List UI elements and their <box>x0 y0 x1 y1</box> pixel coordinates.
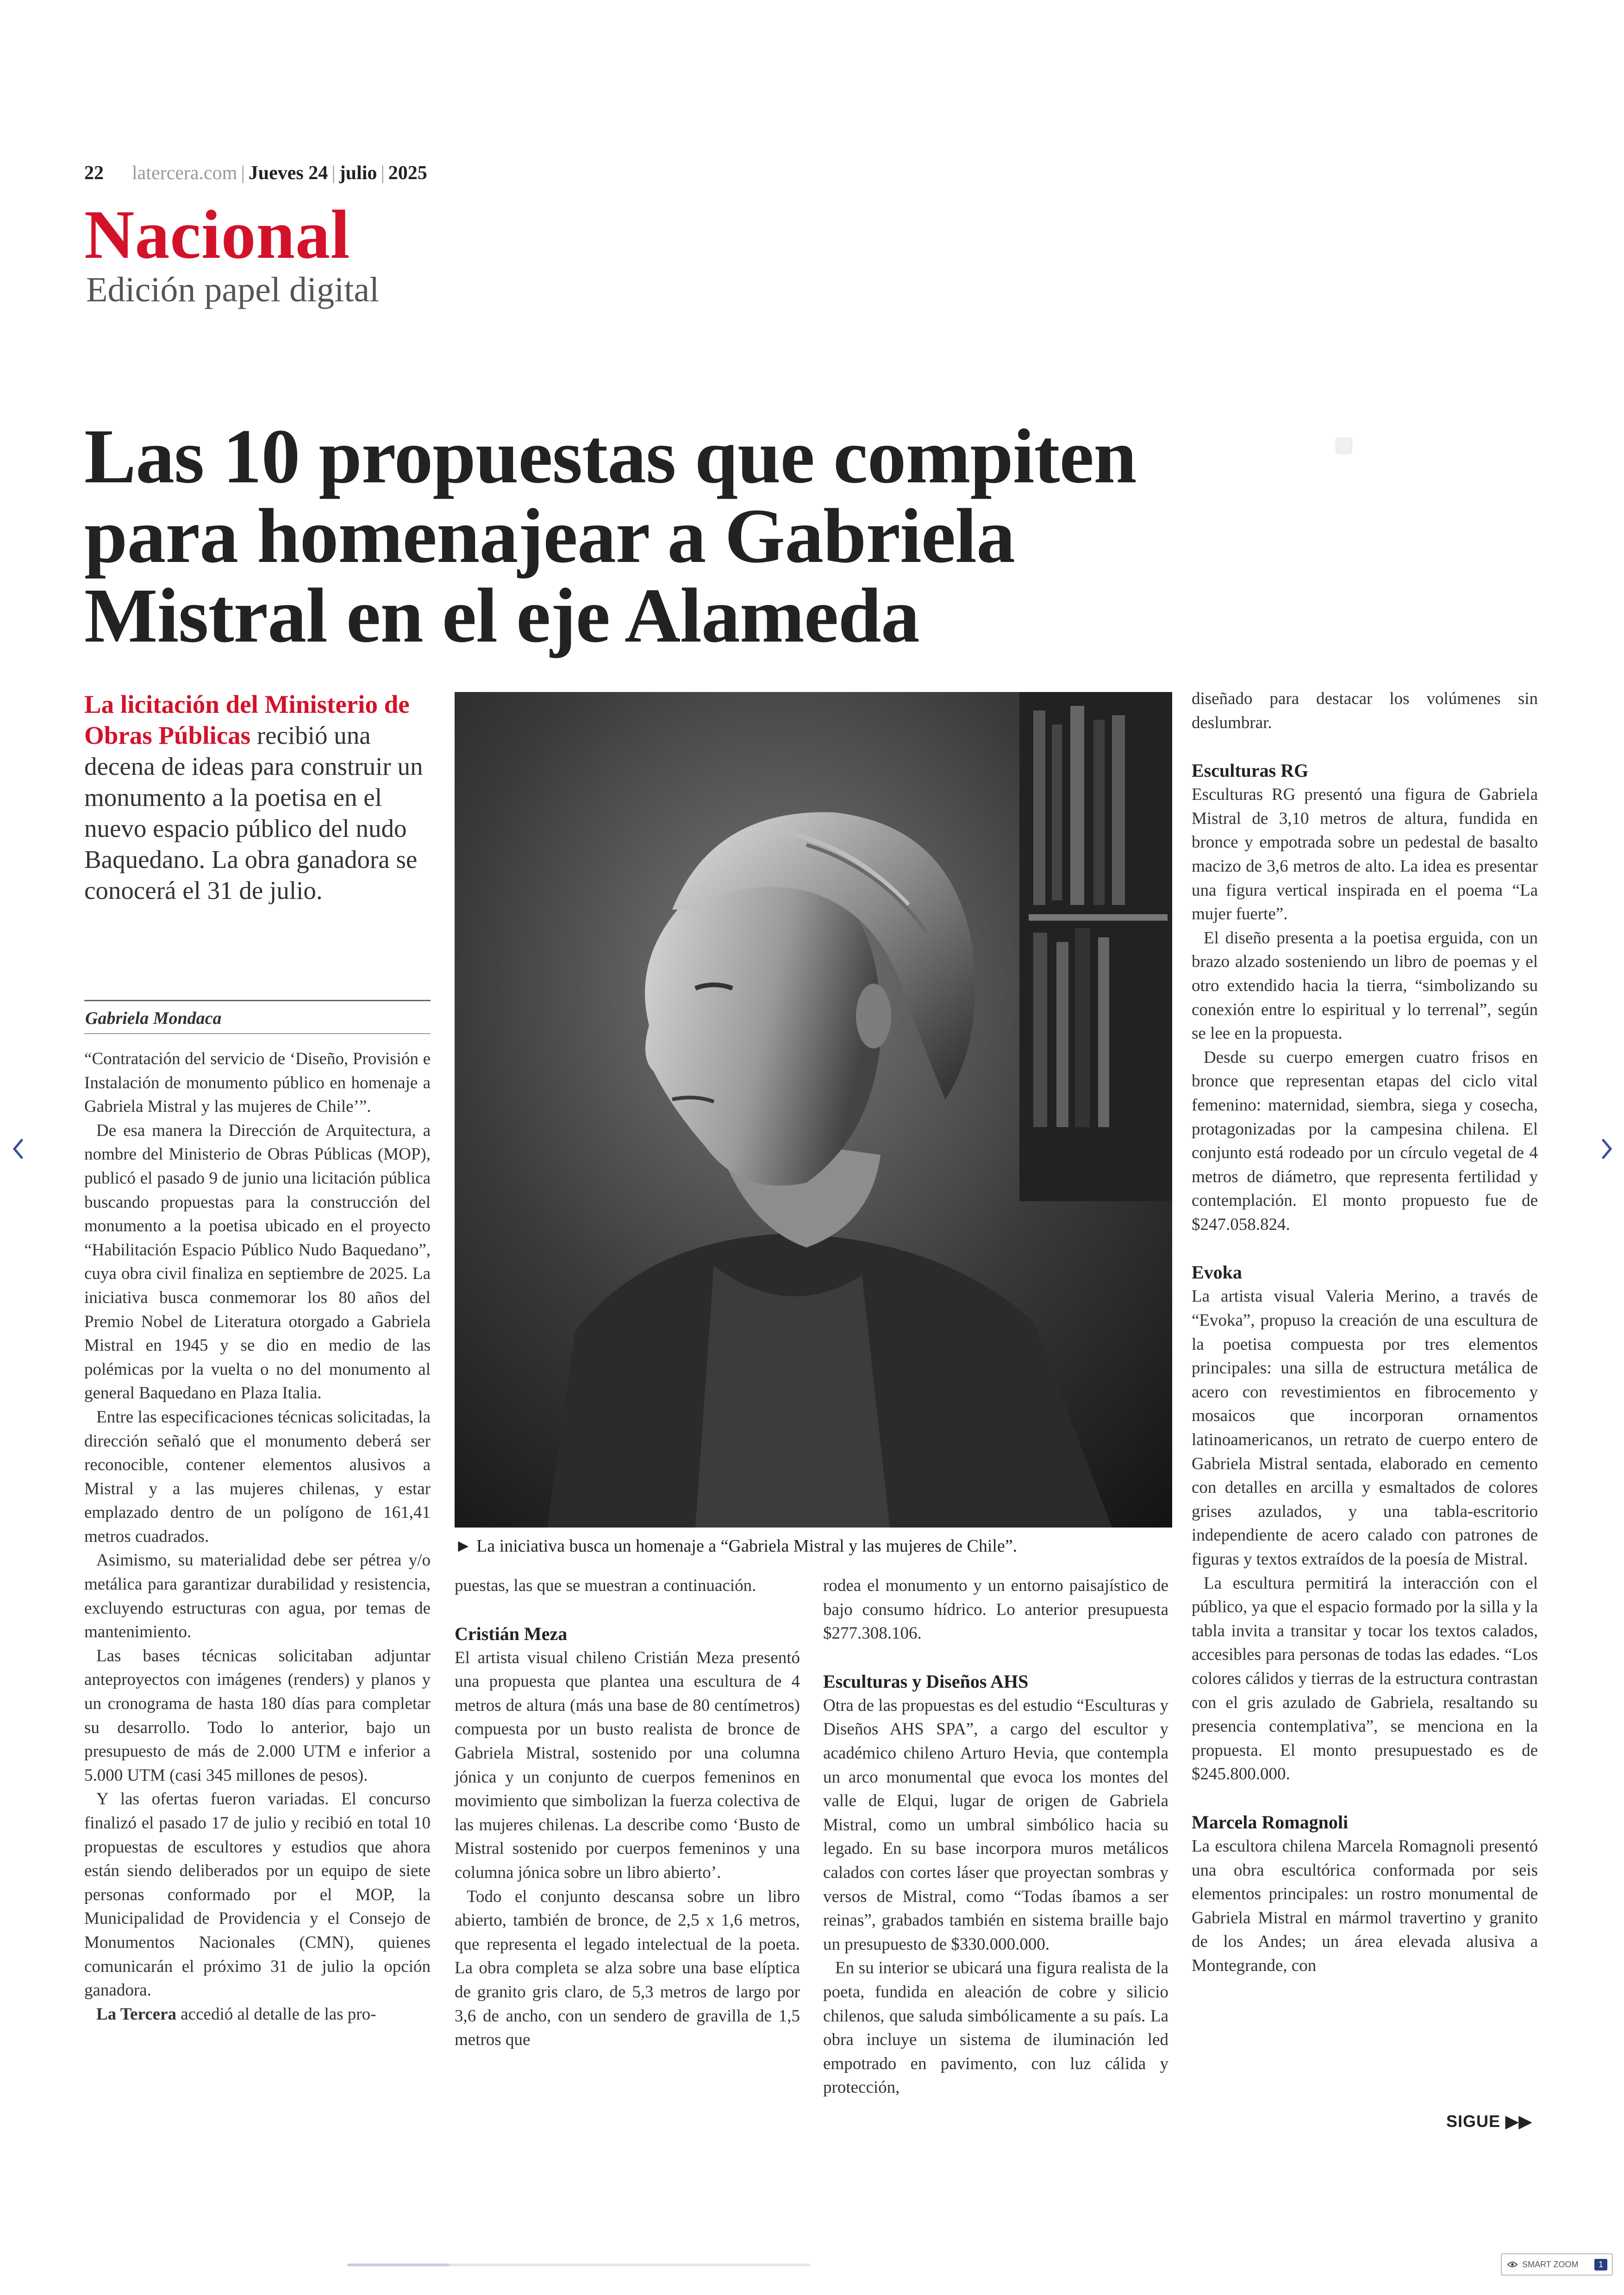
subhead-cristian-meza: Cristián Meza <box>455 1623 568 1644</box>
scroll-progress-fill <box>347 2264 449 2266</box>
body-text: accedió al detalle de las pro- <box>176 2004 376 2024</box>
date-month: julio <box>339 162 377 184</box>
section-title: Nacional <box>84 196 350 273</box>
body-paragraph: De esa manera la Dirección de Arquitectura, a nombre del Ministerio de Obras Públicas (MOP), publicó el pasado 9 de junio una licitación pública buscando propuestas para la construcción del monumento a la poetisa ubicado en el proyecto “Habilitación Espacio Público Nudo Baquedano”, cuya obra civil finaliza en septiembre de 2025. La iniciativa busca conmemorar los 80 años del Premio Nobel de Literatura otorgado a Gabriela Mistral en 1945 y se dio en medio de las polémicas por la vuelta o no del monumento al general Baquedano en Plaza Italia. <box>84 1121 431 1403</box>
chevron-left-icon <box>12 1137 24 1160</box>
newspaper-name: La Tercera <box>96 2004 176 2024</box>
continue-label: SIGUE ▶▶ <box>1446 2112 1532 2131</box>
body-paragraph: Esculturas RG presentó una figura de Gabriela Mistral de 3,10 metros de altura, fundida en bronce y empotrada sobre un pedestal de basalto macizo de 3,6 metros de alto. La idea es presentar una figura vertical inspirada en el poema “La mujer fuerte”. <box>1192 785 1538 924</box>
headline-line: Mistral en el eje Alameda <box>84 573 919 659</box>
lead-highlight: La licitación del Ministerio de Obras Públicas <box>84 690 410 749</box>
body-paragraph: “Contratación del servicio de ‘Diseño, Provisión e Instalación de monumento público en homenaje a Gabriela Mistral y las mujeres de Chile’”. <box>84 1049 431 1116</box>
body-paragraph: El artista visual chileno Cristián Meza presentó una propuesta que plantea una escultura de 4 metros de altura (más una base de 80 centímetros) compuesta por un busto realista de bronce de Gabriela Mistral, sostenido por una columna jónica y un conjunto de cuerpos femeninos en movimiento que simbolizan la fuerza colectiva de las mujeres chilenas. La describe como ‘Busto de Mistral sostenido por cuerpos femeninos y una columna jónica sobre un libro abierto’. <box>455 1648 800 1882</box>
headline-line: Las 10 propuestas que compiten <box>84 413 1137 499</box>
next-page-button[interactable] <box>1598 1135 1617 1163</box>
scroll-progress-bar[interactable] <box>347 2264 810 2266</box>
body-paragraph: Desde su cuerpo emergen cuatro frisos en bronce que representan etapas del ciclo vital femenino: maternidad, siembra, siega y cosecha, protagonizadas por la campesina chilena. El conjunto está rodeado por un círculo vegetal de 4 metros de diámetro, que representa fertilidad y contemplación. El monto propuesto fue de $247.058.824. <box>1192 1048 1538 1234</box>
headline-line: para homenajear a Gabriela <box>84 493 1015 579</box>
byline: Gabriela Mondaca <box>85 1009 222 1028</box>
subhead-esculturas-ahs: Esculturas y Diseños AHS <box>823 1671 1029 1692</box>
body-paragraph: La escultora chilena Marcela Romagnoli presentó una obra escultórica conformada por seis elementos principales: un rostro monumental de Gabriela Mistral en mármol travertino y granito de los Andes; un área elevada alusiva a Montegrande, con <box>1192 1836 1538 1975</box>
subhead-marcela-romagnoli: Marcela Romagnoli <box>1192 1811 1349 1833</box>
article-column-3 <box>823 1574 1168 2100</box>
edition-label: Edición papel digital <box>86 270 380 309</box>
body-paragraph: diseñado para destacar los volúmenes sin deslumbrar. <box>1192 689 1538 732</box>
body-paragraph: Todo el conjunto descansa sobre un libro abierto, también de bronce, de 2,5 x 1,6 metros, que representa el legado intelectual de la poeta. La obra completa se alza sobre una base elíptica de granito gris claro, de 5,3 metros de largo por 3,6 de ancho, con un sendero de gravilla de 1,5 metros que <box>455 1887 800 2050</box>
body-paragraph: Las bases técnicas solicitaban adjuntar anteproyectos con imágenes (renders) y planos y un cronograma de hasta 180 días para completar su desarrollo. Todo lo anterior, bajo un presupuesto de más de 2.000 UTM e inferior a 5.000 UTM (casi 345 millones de pesos). <box>84 1646 431 1785</box>
smart-zoom-label: SMART ZOOM <box>1522 2259 1579 2269</box>
body-paragraph: puestas, las que se muestran a continuación. <box>455 1576 756 1595</box>
article-column-4 <box>1192 687 1538 1978</box>
body-paragraph: Y las ofertas fueron variadas. El concurso finalizó el pasado 17 de julio y recibió en total 10 propuestas de escultores y estudios que ahora están siendo deliberados por un equipo de siete personas conformado por el MOP, la Municipalidad de Providencia y el Consejo de Monumentos Nacionales (CMN), quienes comunicarán el próximo 31 de julio la opción ganadora. <box>84 1790 431 2000</box>
article-column-2 <box>455 1574 800 2052</box>
page-marker-icon <box>1336 437 1352 454</box>
lead-text: recibió una decena de ideas para construir un monumento a la poetisa en el nuevo espacio público del nudo Baquedano. La obra ganadora se conocerá el 31 de julio. <box>84 721 423 904</box>
chevron-right-icon <box>1601 1137 1613 1160</box>
body-paragraph: La escultura permitirá la interacción con el público, ya que el espacio formado por la silla y la tabla invita a transitar y tocar los textos calados, accesibles para personas de todas las edades. “Los colores cálidos y tierras de la estructura contrastan con el gris azulado de Gabriela, resaltando su presencia contemplativa”, se menciona en la propuesta. El monto presupuestado es de $245.800.000. <box>1192 1573 1538 1784</box>
date-day: Jueves 24 <box>248 162 328 184</box>
body-paragraph: rodea el monumento y un entorno paisajístico de bajo consumo hídrico. Lo anterior presupuesta $277.308.106. <box>823 1576 1168 1643</box>
headline <box>84 413 1288 659</box>
body-paragraph: Entre las especificaciones técnicas solicitadas, la dirección señaló que el monumento deberá ser reconocible, contener elementos alusivos a Mistral y a las mujeres chilenas, y estar emplazado dentro de un polígono de 161,41 metros cuadrados. <box>84 1407 431 1546</box>
prev-page-button[interactable] <box>8 1135 27 1163</box>
body-paragraph <box>84 2002 431 2027</box>
body-paragraph: El diseño presenta a la poetisa erguida, con un brazo alzado sosteniendo un libro de poemas y el otro extendido hacia la tierra, “simbolizando su conexión entre lo espiritual y lo terrenal”, según se lee en la propuesta. <box>1192 928 1538 1043</box>
page-indicator: 1 <box>1594 2259 1607 2270</box>
subhead-evoka: Evoka <box>1192 1262 1242 1283</box>
date-year: 2025 <box>388 162 427 184</box>
photo-caption: ► La iniciativa busca un homenaje a “Gabriela Mistral y las mujeres de Chile”. <box>455 1536 1018 1556</box>
lead-paragraph <box>84 689 427 906</box>
smart-zoom-control[interactable] <box>1501 2253 1613 2276</box>
eye-icon <box>1507 2261 1518 2268</box>
byline-rule-bottom <box>84 1033 431 1034</box>
site-name: latercera.com <box>132 162 237 184</box>
body-paragraph: La artista visual Valeria Merino, a través de “Evoka”, propuso la creación de una escultura de la poetisa compuesta por tres elementos principales: una silla de estructura metálica de acero con revestimientos en fibrocemento y mosaicos que incorporan ornamentos latinoamericanos, un retrato de cuerpo entero de Gabriela Mistral sentada, elaborado en cemento con detalles en arcilla y esmaltados de colores grises azulados, y una tabla-escritorio independiente de acero calado con patrones de figuras y textos extraídos de la poesía de Mistral. <box>1192 1287 1538 1569</box>
subhead-esculturas-rg: Esculturas RG <box>1192 760 1309 781</box>
byline-rule-top <box>84 1000 431 1001</box>
body-paragraph: Asimismo, su materialidad debe ser pétrea y/o metálica para garantizar durabilidad y resistencia, excluyendo estructuras con agua, por temas de mantenimiento. <box>84 1551 431 1642</box>
article-photo <box>455 692 1172 1528</box>
body-paragraph: En su interior se ubicará una figura realista de la poeta, fundida en aleación de cobre y silicio chilenos, que saluda simbólicamente a su país. La obra incluye un sistema de iluminación led empotrado en pavimento, con luz cálida y protección, <box>823 1958 1168 2097</box>
page-header: 22 latercera.com | Jueves 24 | julio | 2025 <box>84 162 427 184</box>
page-number: 22 <box>84 162 104 184</box>
article-column-1 <box>84 1047 431 2026</box>
body-paragraph: Otra de las propuestas es del estudio “Esculturas y Diseños AHS SPA”, a cargo del escultor y académico chileno Arturo Hevia, que contempla un arco monumental que evoca los montes del valle de Elqui, lugar de origen de Gabriela Mistral, como un umbral simbólico hacia su legado. En su base incorpora muros metálicos calados con cortes láser que proyectan sombras y versos de Mistral, como “Todas íbamos a ser reinas”, grabados también en sistema braille bajo un presupuesto de $330.000.000. <box>823 1696 1168 1954</box>
